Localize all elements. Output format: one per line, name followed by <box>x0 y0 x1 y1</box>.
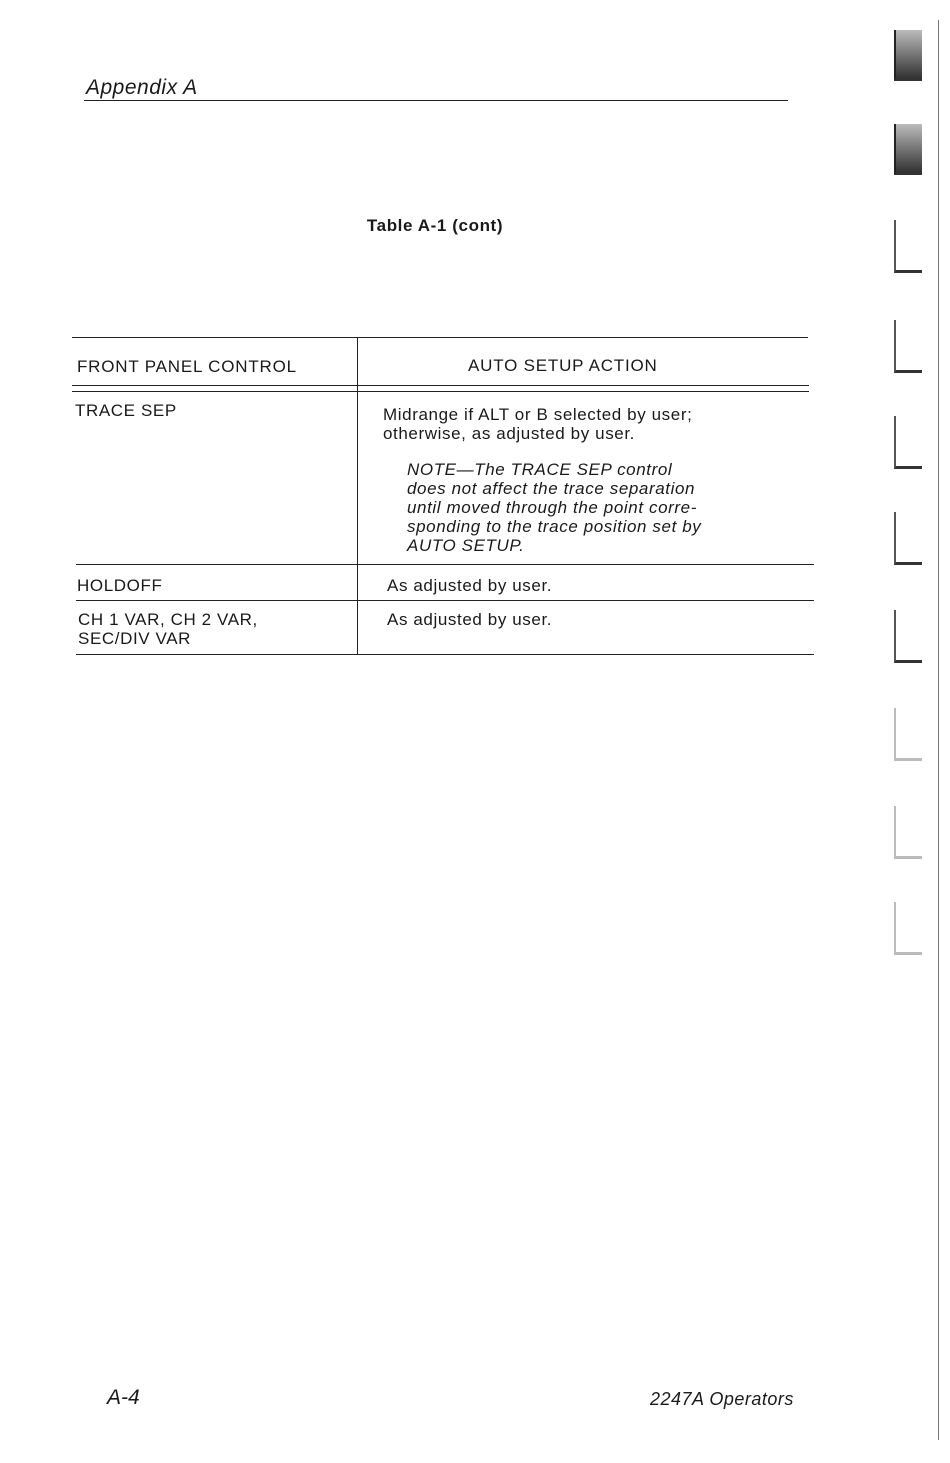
index-tab-2 <box>894 124 922 175</box>
page-edge-line <box>938 20 939 1440</box>
row-1-action-line-2: otherwise, as adjusted by user. <box>383 424 636 443</box>
row-2-action: As adjusted by user. <box>387 576 553 595</box>
note-line-1: NOTE—The TRACE SEP control <box>407 460 673 479</box>
row-1-action <box>383 405 692 443</box>
index-tab-1 <box>894 30 922 81</box>
page-number: A-4 <box>107 1386 140 1409</box>
note-line-3: until moved through the point corre- <box>407 498 697 517</box>
index-tab-3 <box>894 220 922 273</box>
index-tab-strip <box>888 20 948 1440</box>
column-header-control: FRONT PANEL CONTROL <box>77 357 297 376</box>
row-1-action-line-1: Midrange if ALT or B selected by user; <box>383 405 693 424</box>
row-1-note <box>407 460 701 555</box>
index-tab-9 <box>894 806 922 859</box>
table-caption: Table A-1 (cont) <box>366 216 504 235</box>
note-line-5: AUTO SETUP. <box>407 536 525 555</box>
note-line-2: does not affect the trace separation <box>407 479 696 498</box>
row-3-control-line-1: CH 1 VAR, CH 2 VAR, <box>78 610 258 629</box>
table-bottom-rule <box>76 654 814 655</box>
header-rule <box>84 100 788 101</box>
index-tab-6 <box>894 512 922 565</box>
index-tab-4 <box>894 320 922 373</box>
index-tab-8 <box>894 708 922 761</box>
index-tab-7 <box>894 610 922 663</box>
row-3-control-line-2: SEC/DIV VAR <box>78 629 192 648</box>
table-header-rule-2 <box>72 391 809 392</box>
note-line-4: sponding to the trace position set by <box>407 517 702 536</box>
index-tab-5 <box>894 416 922 469</box>
table-row-rule-2 <box>76 600 814 601</box>
table-row-rule-1 <box>76 564 814 565</box>
manual-title: 2247A Operators <box>650 1389 794 1409</box>
table-column-divider <box>357 338 358 654</box>
column-header-action: AUTO SETUP ACTION <box>468 356 658 375</box>
page-header-title: Appendix A <box>86 76 198 99</box>
table-header-rule-1 <box>72 385 809 386</box>
row-3-control <box>78 610 258 648</box>
table-top-rule <box>72 337 808 338</box>
row-2-control: HOLDOFF <box>77 576 163 595</box>
row-3-action: As adjusted by user. <box>387 610 553 629</box>
row-1-control: TRACE SEP <box>75 401 177 420</box>
index-tab-10 <box>894 902 922 955</box>
